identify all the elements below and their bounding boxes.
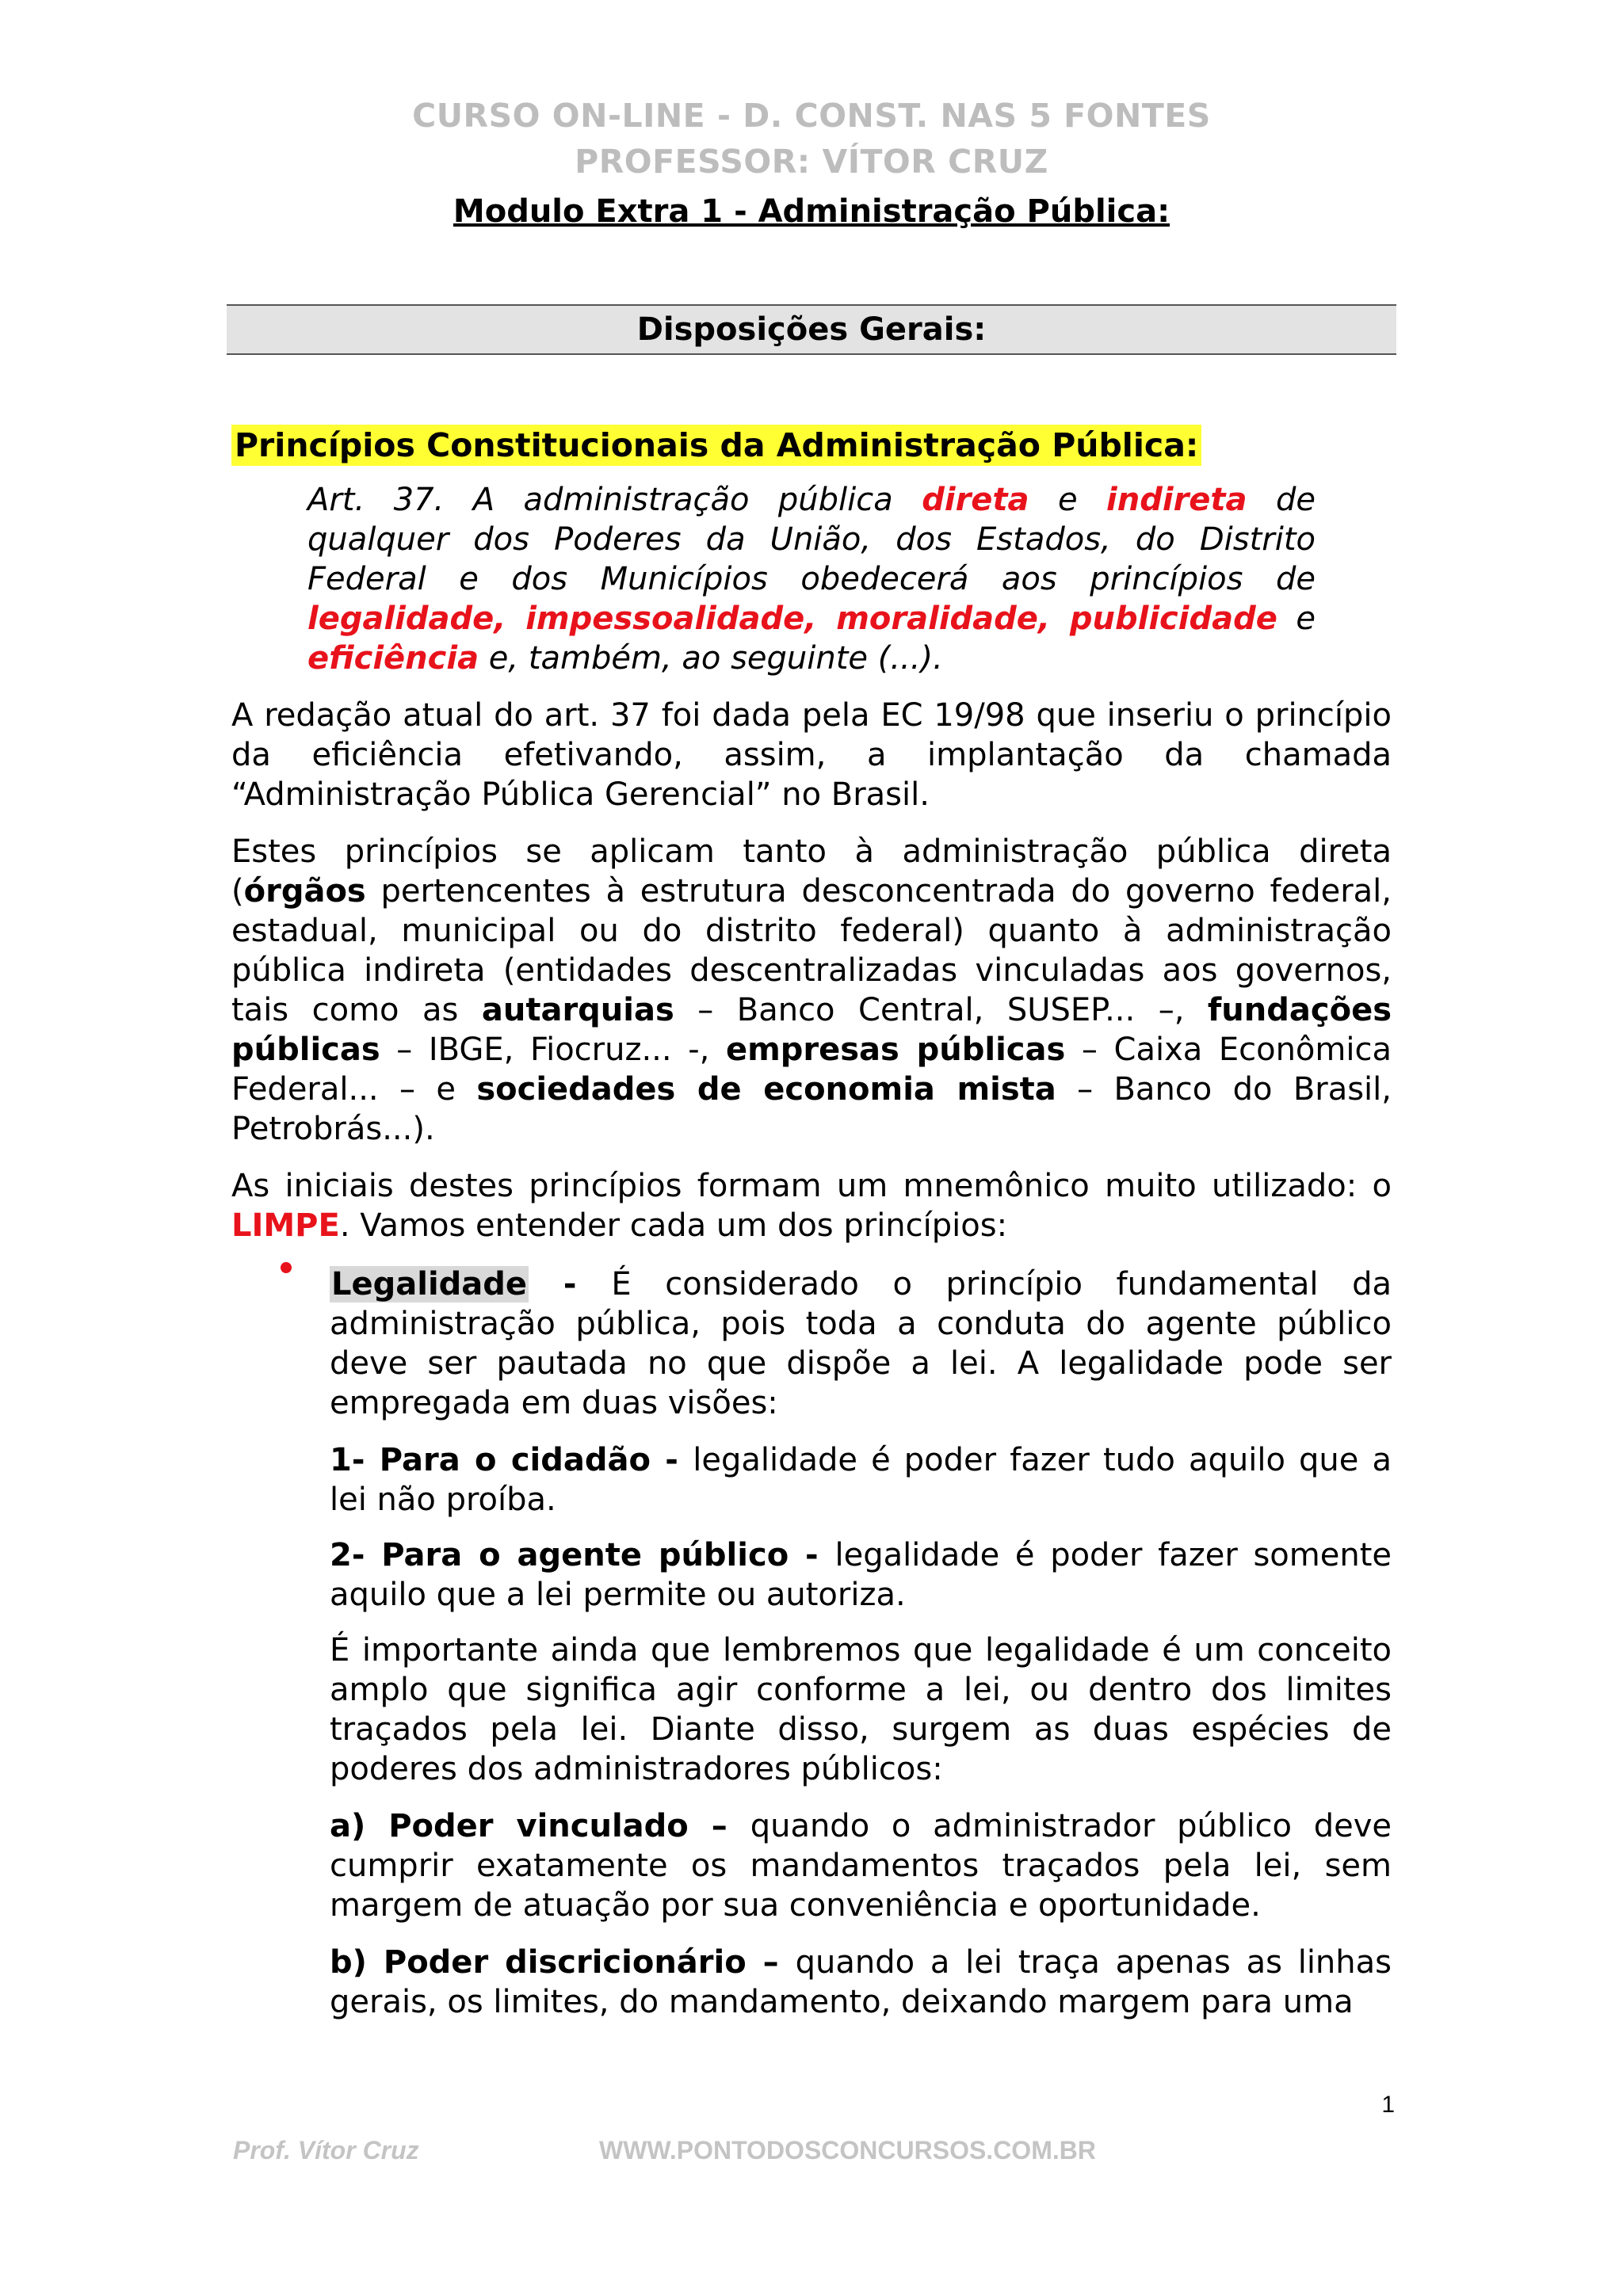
principles-heading: Princípios Constitucionais da Administração Pública: xyxy=(231,425,1201,466)
bullet-icon xyxy=(281,1262,292,1273)
term-legalidade: Legalidade xyxy=(331,1266,528,1302)
emphasis-eficiencia: eficiência xyxy=(307,640,479,677)
footer-site: WWW.PONTODOSCONCURSOS.COM.BR xyxy=(599,2136,1096,2164)
term-fundacoes: fundações públicas xyxy=(231,992,1392,1068)
legalidade-item: Legalidade - É considerado o princípio fundamental da administração pública, pois toda a conduta do agente público deve ser pautada no que dispõe a lei. A legalidade pode ser empregada em duas visões: xyxy=(330,1266,1392,1421)
course-header: CURSO ON-LINE - D. CONST. NAS 5 FONTES xyxy=(412,97,1211,135)
term-empresas: empresas públicas xyxy=(725,1032,1066,1068)
section-title-bar: Disposições Gerais: xyxy=(227,304,1396,355)
poder-vinculado: a) Poder vinculado – quando o administrador público deve cumprir exatamente os mandamentos traçados pela lei, sem margem de atuação por sua conveniência e oportunidade. xyxy=(330,1808,1392,1924)
paragraph-conceito-amplo: É importante ainda que lembremos que legalidade é um conceito amplo que significa agir conforme a lei, ou dentro dos limites traçados pela lei. Diante disso, surgem as duas espécies de poderes dos administradores públicos: xyxy=(330,1632,1392,1787)
footer-author: Prof. Vítor Cruz xyxy=(233,2136,419,2164)
poder-discricionario: b) Poder discricionário – quando a lei traça apenas as linhas gerais, os limites, do mandamento, deixando margem para uma xyxy=(330,1944,1392,2020)
paragraph-limpe: As iniciais destes princípios formam um mnemônico muito utilizado: o LIMPE. Vamos entender cada um dos princípios: xyxy=(231,1168,1392,1244)
page-number: 1 xyxy=(1381,2092,1395,2118)
article-37-quote: Art. 37. A administração pública direta e indireta de qualquer dos Poderes da União, dos Estados, do Distrito Federal e dos Municípios obedecerá aos princípios de legalidade, impessoalidade, moralidade, publicidade e eficiência e, também, ao seguinte (...). xyxy=(307,482,1316,677)
professor-header: PROFESSOR: VÍTOR CRUZ xyxy=(575,143,1048,181)
emphasis-direta: direta xyxy=(922,482,1029,518)
limpe-mnemonic: LIMPE xyxy=(231,1207,340,1244)
module-title: Modulo Extra 1 - Administração Pública: xyxy=(453,193,1170,230)
emphasis-principles: legalidade, impessoalidade, moralidade, publicidade xyxy=(307,601,1277,637)
term-autarquias: autarquias xyxy=(481,992,674,1028)
paragraph-scope: Estes princípios se aplicam tanto à administração pública direta (órgãos pertencentes à estrutura desconcentrada do governo federal, estadual, municipal ou do distrito federal) quanto à administração pública indireta (entidades descentralizadas vinculadas aos governos, tais como as autarquias – Banco Central, SUSEP... –, fundações públicas – IBGE, Fiocruz... -, empresas públicas – Caixa Econômica Federal... – e sociedades de economia mista – Banco do Brasil, Petrobrás...). xyxy=(231,833,1392,1147)
paragraph-ec19: A redação atual do art. 37 foi dada pela EC 19/98 que inseriu o princípio da eficiência efetivando, assim, a implantação da chamada “Administração Pública Gerencial” no Brasil. xyxy=(231,697,1392,813)
visao-cidadao: 1- Para o cidadão - legalidade é poder fazer tudo aquilo que a lei não proíba. xyxy=(330,1442,1392,1518)
term-sociedades: sociedades de economia mista xyxy=(476,1071,1056,1108)
visao-agente-publico: 2- Para o agente público - legalidade é poder fazer somente aquilo que a lei permite ou autoriza. xyxy=(330,1537,1392,1613)
emphasis-indireta: indireta xyxy=(1106,482,1247,518)
term-orgaos: órgãos xyxy=(243,873,366,910)
